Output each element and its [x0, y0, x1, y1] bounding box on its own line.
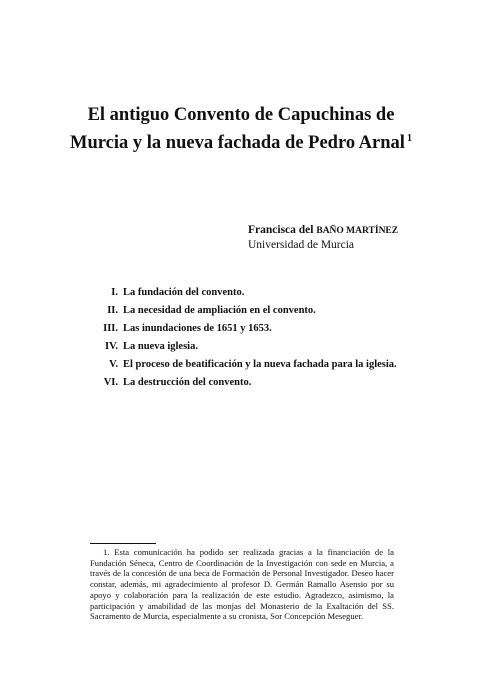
toc-item-text: Las inundaciones de 1651 y 1653.: [123, 323, 272, 334]
toc-item-number: I.: [111, 287, 118, 298]
toc-item: [92, 320, 397, 338]
toc-item-text: La destrucción del convento.: [123, 377, 252, 388]
author-name: [248, 223, 398, 238]
author-affiliation: Universidad de Murcia: [248, 239, 355, 251]
toc-item-text: La nueva iglesia.: [123, 341, 198, 352]
toc-item-text: La necesidad de ampliación en el convento.: [123, 305, 316, 316]
toc-item-number: V.: [109, 359, 118, 370]
title-line-2: [60, 127, 422, 155]
toc-item: [92, 374, 397, 392]
toc-item-number: II.: [107, 305, 118, 316]
toc-item-number: III.: [103, 323, 118, 334]
footnote-divider: [90, 543, 156, 544]
toc-item: [92, 338, 397, 356]
author-block: [248, 223, 398, 252]
toc-item-number: IV.: [105, 341, 118, 352]
title-line-2-text: Murcia y la nueva fachada de Pedro Arnal: [70, 133, 405, 153]
toc-item: [92, 302, 397, 320]
article-title: [60, 104, 422, 155]
table-of-contents: [92, 284, 397, 392]
toc-item-text: La fundación del convento.: [123, 287, 245, 298]
title-footnote-marker: 1: [406, 133, 412, 144]
title-line-1: El antiguo Convento de Capuchinas de: [87, 105, 395, 125]
toc-item-text: El proceso de beatificación y la nueva fachada para la iglesia.: [123, 359, 397, 370]
toc-item: [92, 356, 397, 374]
toc-item-number: VI.: [103, 377, 118, 388]
author-name-prefix: Francisca del: [248, 224, 317, 236]
toc-item: [92, 284, 397, 302]
author-surname: BAÑO MARTÍNEZ: [316, 226, 399, 236]
footnote: 1. Esta comunicación ha podido ser realizada gracias a la financiación de la Fundación Séneca, Centro de Coordinación de la Investigación con sede en Murcia, a través de la concesión de una beca de Formación de Personal Investigador. Deseo hacer constar, además, mi agradecimiento al profesor D. Germán Ramallo Asensio por su apoyo y colaboración para la realización de este estudio. Agradezco, asimismo, la participación y amabilidad de las monjas del Monasterio de la Exaltación del SS. Sacramento de Murcia, especialmente a su cronista, Sor Concepción Meseguer.: [90, 547, 394, 622]
